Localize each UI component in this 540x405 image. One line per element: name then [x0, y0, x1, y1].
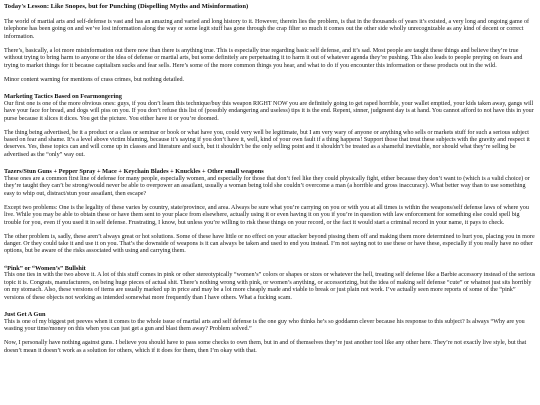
article-title: Today's Lesson: Like Snopes, but for Punching (Dispelling Myths and Misinformation)	[4, 3, 249, 10]
intro-paragraph: There’s, basically, a lot more misinformation out there now than there is anything true. This is especially true regarding basic self defense, and it’s sad. Most people are taught these things and believe they’re true without trying to bring harm to anyone or the idea of defense or martial arts, but some definitely are perpetuating it to harm it out of whatever agenda they’re pushing. This also leads to people preying on fears and trying to market things for it because capitalism sucks and fear sells. Here’s some of the more common things you hear, and what to do if you encounter this information or these products out in the wild.	[4, 47, 523, 69]
section-heading: Just Get A Gun	[4, 311, 46, 319]
intro-paragraph: The world of martial arts and self-defense is vast and has an amazing and varied and long history to it. However, therein lies the problem, is that in the thousands of years it’s existed, a very long and ongoing game of telephone has been going on and we’ve lost information along the way or some legit stuff has gone through the crap filter so much it comes out the other side wholly unrecognizable as any kind of decent or correct information.	[4, 19, 530, 40]
section-paragraph: The thing being advertised, be it a product or a class or seminar or book or what have you, could very well be legitimate, but I am very wary of anyone or anything who sells or markets stuff for such a serious subject based on fear and shame. It’s a level above victim blaming, because it’s saying if you don’t have it, well, kind of your own fault if a thing happens! Support those that treat these subjects with the gravity and respect it deserves. Yes, these topics can and will come up in classes and literature and such, but it shouldn’t be the only selling point and it shouldn’t be treated as a shameful inevitable, nor should what they’re selling be advertised as the “only” way out.	[4, 129, 530, 158]
section-paragraph: These ones are a common first line of defense for many people, especially women, and especially for those that don’t feel like they could physically fight, either because they don’t want to (which is a valid choice) or they’re taught they can’t be strong/would never be able to overpower an assailant, usually a woman being told she couldn’t overcome a man (a horrible and gross inaccuracy). What better way than to use something easy to whip out, distract/stun your assailant, then escape?	[4, 175, 530, 197]
section-pink-bullshit	[4, 265, 536, 302]
section-small-weapons	[4, 168, 536, 256]
section-heading: “Pink” or “Women’s” Bullshit	[4, 264, 86, 272]
section-heading: Tazers/Stun Guns + Pepper Spray + Mace + Keychain Blades + Knuckles + Other small weapons	[4, 168, 264, 176]
section-paragraph: Our first one is one of the more obvious ones: guys, if you don’t learn this technique/buy this weapon RIGHT NOW you are definitely going to get raped horrible, your wallet emptied, your kids taken away, gangs will have your face for bread, and dogs will piss on you. If you don’t refuse this list of (possibly endangering and useless) tips it is the end. Repent, sinner, judgment day is at hand. You cannot afford to not have this in your purse because it slices it dices. You get the picture. You either have it or you’re doomed.	[4, 100, 534, 122]
intro	[4, 19, 536, 84]
section-fearmongering	[4, 93, 536, 159]
section-paragraph: The other problem is, sadly, these aren’t always great or hot solutions. Some of these have little or no effect on your attacker beyond pissing them off and making them more determined to hurt you, placing you in more danger. Or they could take it and use it on you. That’s the downside of weapons is it can always be taken and used to end you instead. I’m not saying not to use these or have these, especially if you really have no other options, but be aware of the risks associated with using and carrying them.	[4, 233, 535, 255]
section-paragraph: Except two problems: One is the legality of these varies by country, state/province, and area. Always be sure what you’re carrying on you or with you at all times is within the weapons/self defense laws of where you live. While you may be able to obtain these or have them sent to your place from elsewhere, actually using it or even having it on you if you’re in question with law enforcement for something else could spell big trouble for you, even if you used it in self defense. Frustrating, I know, but unless you’re willing to risk these things on your record, or the fact it would start a criminal record in your name, it pays to check.	[4, 204, 529, 226]
section-heading: Marketing Tactics Based on Fearmongering	[4, 93, 122, 101]
section-paragraph: This is one of my biggest pet peeves when it comes to the whole issue of martial arts and self defense is the one guy who thinks he’s so goddamn clever because his response to this subject? Is always “Why are you wasting your time/money on this when you can just get a gun and blast them away? Problem solved.”	[4, 318, 525, 333]
section-paragraph: Now, I personally have nothing against guns. I believe you should have to pass some checks to own them, but in and of themselves they’re just another tool like any other here. They’re not exactly live style, but that doesn’t mean it doesn’t work as a solution for others, which if it does for them, then I’m okay with that.	[4, 340, 527, 354]
content-warning: Minor content warning for mentions of crass crimes, but nothing detailed.	[4, 76, 185, 83]
section-just-get-a-gun	[4, 311, 536, 355]
section-paragraph: This one ties in with the two above it. A lot of this stuff comes in pink or other stereotypically “women’s” colors or shapes or sizes or whatever the hell, treating self defense like a Barbie accessory instead of the serious topic it is. Congrats, manufacturers, on being huge pieces of actual shit. There’s nothing wrong with pink, or women’s anything, or accessorizing, but the idea of making self defense “cute” or whatnot just sits horribly on my stomach. Also, these versions of items are usually marked up in price and may be a lot more cheaply made and viable to break or just plain not work. I’ve actually seen more reports of some of the “pink” versions of these objects not working as intended somewhat more frequently than I have others. What a fucking scam.	[4, 272, 536, 301]
